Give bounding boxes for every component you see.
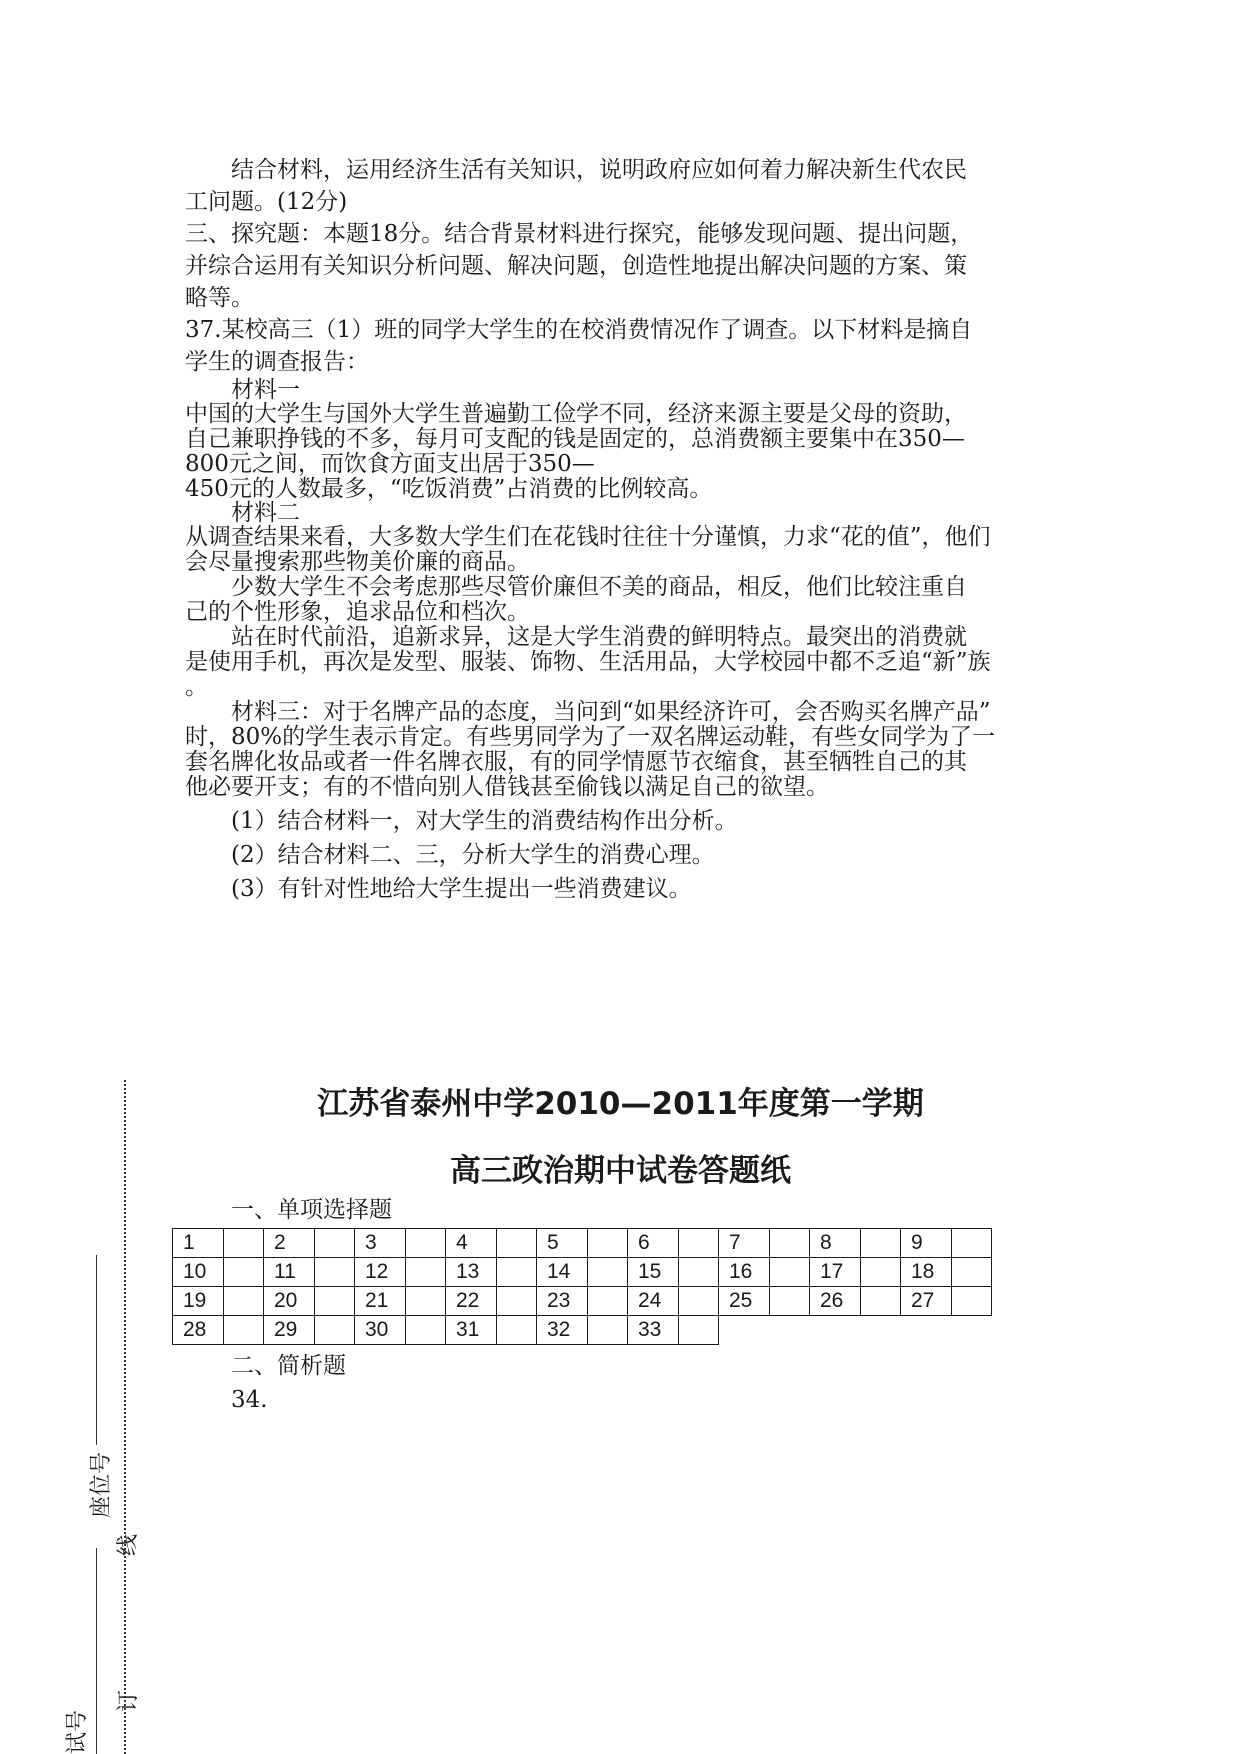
answer-cell[interactable] xyxy=(861,1229,901,1258)
answer-cell[interactable] xyxy=(224,1258,264,1287)
answer-cell[interactable] xyxy=(406,1316,446,1345)
question-number: 18 xyxy=(901,1258,952,1287)
question-number: 25 xyxy=(719,1287,770,1316)
material-line: 800元之间，而饮食方面支出居于350— xyxy=(185,451,595,477)
question-number: 12 xyxy=(355,1258,406,1287)
answer-cell[interactable] xyxy=(861,1258,901,1287)
material-heading: 材料一 xyxy=(185,377,300,403)
question-number: 13 xyxy=(446,1258,497,1287)
question-number: 17 xyxy=(810,1258,861,1287)
answer-cell[interactable] xyxy=(497,1229,537,1258)
question-number: 8 xyxy=(810,1229,861,1258)
table-row xyxy=(173,1287,992,1316)
question-number: 19 xyxy=(173,1287,224,1316)
question-item: (3）有针对性地给大学生提出一些消费建议。 xyxy=(185,876,692,902)
material-heading: 材料二 xyxy=(185,500,300,526)
question-37-line: 37.某校高三（1）班的同学大学生的在校消费情况作了调查。以下材料是摘自 xyxy=(185,317,973,343)
body-line: 结合材料，运用经济生活有关知识，说明政府应如何着力解决新生代农民 xyxy=(185,157,967,183)
answer-cell[interactable] xyxy=(406,1287,446,1316)
answer-cell[interactable] xyxy=(770,1229,810,1258)
question-number: 16 xyxy=(719,1258,770,1287)
answer-sheet-title: 江苏省泰州中学2010—2011年度第一学期 xyxy=(317,1086,924,1122)
question-number: 26 xyxy=(810,1287,861,1316)
question-number: 15 xyxy=(628,1258,679,1287)
answer-cell[interactable] xyxy=(497,1316,537,1345)
question-number: 27 xyxy=(901,1287,952,1316)
material-line: 自己兼职挣钱的不多，每月可支配的钱是固定的，总消费额主要集中在350— xyxy=(185,426,965,452)
answer-sheet-subtitle: 高三政治期中试卷答题纸 xyxy=(450,1153,791,1189)
material-line: 站在时代前沿，追新求异，这是大学生消费的鲜明特点。最突出的消费就 xyxy=(185,624,967,650)
binding-ding-label: 订 xyxy=(116,1689,141,1712)
body-line: 并综合运用有关知识分析问题、解决问题，创造性地提出解决问题的方案、策 xyxy=(185,253,967,279)
table-row xyxy=(173,1229,992,1258)
question-number: 7 xyxy=(719,1229,770,1258)
answer-cell[interactable] xyxy=(679,1258,719,1287)
answer-cell[interactable] xyxy=(588,1316,628,1345)
answer-cell[interactable] xyxy=(679,1229,719,1258)
question-number: 31 xyxy=(446,1316,497,1345)
answer-cell[interactable] xyxy=(315,1316,355,1345)
body-line: 学生的调查报告： xyxy=(185,349,369,375)
question-number: 14 xyxy=(537,1258,588,1287)
question-number: 6 xyxy=(628,1229,679,1258)
body-line: 工问题。(12分) xyxy=(185,189,348,215)
table-row xyxy=(173,1258,992,1287)
answer-cell[interactable] xyxy=(224,1287,264,1316)
empty-cell xyxy=(719,1316,992,1345)
answer-cell[interactable] xyxy=(952,1287,992,1316)
answer-cell[interactable] xyxy=(224,1229,264,1258)
question-number: 11 xyxy=(264,1258,315,1287)
question-number: 5 xyxy=(537,1229,588,1258)
question-number: 24 xyxy=(628,1287,679,1316)
answer-cell[interactable] xyxy=(770,1258,810,1287)
answer-cell[interactable] xyxy=(315,1229,355,1258)
question-number: 22 xyxy=(446,1287,497,1316)
question-number: 1 xyxy=(173,1229,224,1258)
material-line: 450元的人数最多，“吃饭消费”占消费的比例较高。 xyxy=(185,476,713,502)
material-line: 是使用手机，再次是发型、服装、饰物、生活用品，大学校园中都不乏追“新”族 xyxy=(185,649,991,675)
material-line: 时，80%的学生表示肯定。有些男同学为了一双名牌运动鞋，有些女同学为了一 xyxy=(185,724,996,750)
answer-grid xyxy=(172,1228,992,1345)
material-line: 己的个性形象，追求品位和档次。 xyxy=(185,599,530,625)
table-row xyxy=(173,1316,992,1345)
exam-number-underline xyxy=(96,1548,97,1754)
answer-cell[interactable] xyxy=(315,1258,355,1287)
material-line: 会尽量搜索那些物美价廉的商品。 xyxy=(185,549,530,575)
answer-cell[interactable] xyxy=(588,1229,628,1258)
question-number: 3 xyxy=(355,1229,406,1258)
answer-cell[interactable] xyxy=(679,1287,719,1316)
material-line: 。 xyxy=(185,674,208,700)
question-number: 20 xyxy=(264,1287,315,1316)
question-number: 21 xyxy=(355,1287,406,1316)
material-line: 他必要开支；有的不惜向别人借钱甚至偷钱以满足自己的欲望。 xyxy=(185,774,829,800)
answer-cell[interactable] xyxy=(497,1258,537,1287)
answer-cell[interactable] xyxy=(952,1229,992,1258)
material-line: 中国的大学生与国外大学生普遍勤工俭学不同，经济来源主要是父母的资助， xyxy=(185,401,967,427)
answer-cell[interactable] xyxy=(952,1258,992,1287)
answer-cell[interactable] xyxy=(406,1229,446,1258)
question-number: 29 xyxy=(264,1316,315,1345)
question-number: 4 xyxy=(446,1229,497,1258)
seat-number-underline xyxy=(96,1255,97,1445)
answer-cell[interactable] xyxy=(224,1316,264,1345)
section-heading: 一、单项选择题 xyxy=(185,1197,392,1223)
material-line: 套名牌化妆品或者一件名牌衣服，有的同学情愿节衣缩食，甚至牺牲自己的其 xyxy=(185,749,967,775)
question-number: 33 xyxy=(628,1316,679,1345)
binding-dotted-line xyxy=(124,1080,126,1754)
answer-cell[interactable] xyxy=(588,1287,628,1316)
question-item: (1）结合材料一，对大学生的消费结构作出分析。 xyxy=(185,808,738,834)
question-number: 23 xyxy=(537,1287,588,1316)
body-line: 三、探究题：本题18分。结合背景材料进行探究，能够发现问题、提出问题， xyxy=(185,221,974,247)
seat-number-label: 座位号 xyxy=(89,1451,114,1518)
exam-number-label: 试号 xyxy=(65,1709,90,1754)
section-heading: 二、简析题 xyxy=(185,1353,346,1379)
question-number: 30 xyxy=(355,1316,406,1345)
binding-line-label: 线 xyxy=(116,1533,141,1556)
question-number: 10 xyxy=(173,1258,224,1287)
material-line: 材料三：对于名牌产品的态度，当问到“如果经济许可，会否购买名牌产品” xyxy=(185,699,991,725)
question-34-label: 34. xyxy=(185,1387,268,1413)
body-line: 略等。 xyxy=(185,285,254,311)
question-number: 32 xyxy=(537,1316,588,1345)
question-number: 28 xyxy=(173,1316,224,1345)
question-number: 2 xyxy=(264,1229,315,1258)
answer-cell[interactable] xyxy=(406,1258,446,1287)
answer-cell[interactable] xyxy=(770,1287,810,1316)
answer-cell[interactable] xyxy=(315,1287,355,1316)
question-number: 9 xyxy=(901,1229,952,1258)
material-line: 从调查结果来看，大多数大学生们在花钱时往往十分谨慎，力求“花的值”，他们 xyxy=(185,524,991,550)
question-item: (2）结合材料二、三，分析大学生的消费心理。 xyxy=(185,842,715,868)
answer-cell[interactable] xyxy=(679,1316,719,1345)
answer-cell[interactable] xyxy=(588,1258,628,1287)
material-line: 少数大学生不会考虑那些尽管价廉但不美的商品，相反，他们比较注重自 xyxy=(185,574,967,600)
answer-cell[interactable] xyxy=(861,1287,901,1316)
answer-cell[interactable] xyxy=(497,1287,537,1316)
